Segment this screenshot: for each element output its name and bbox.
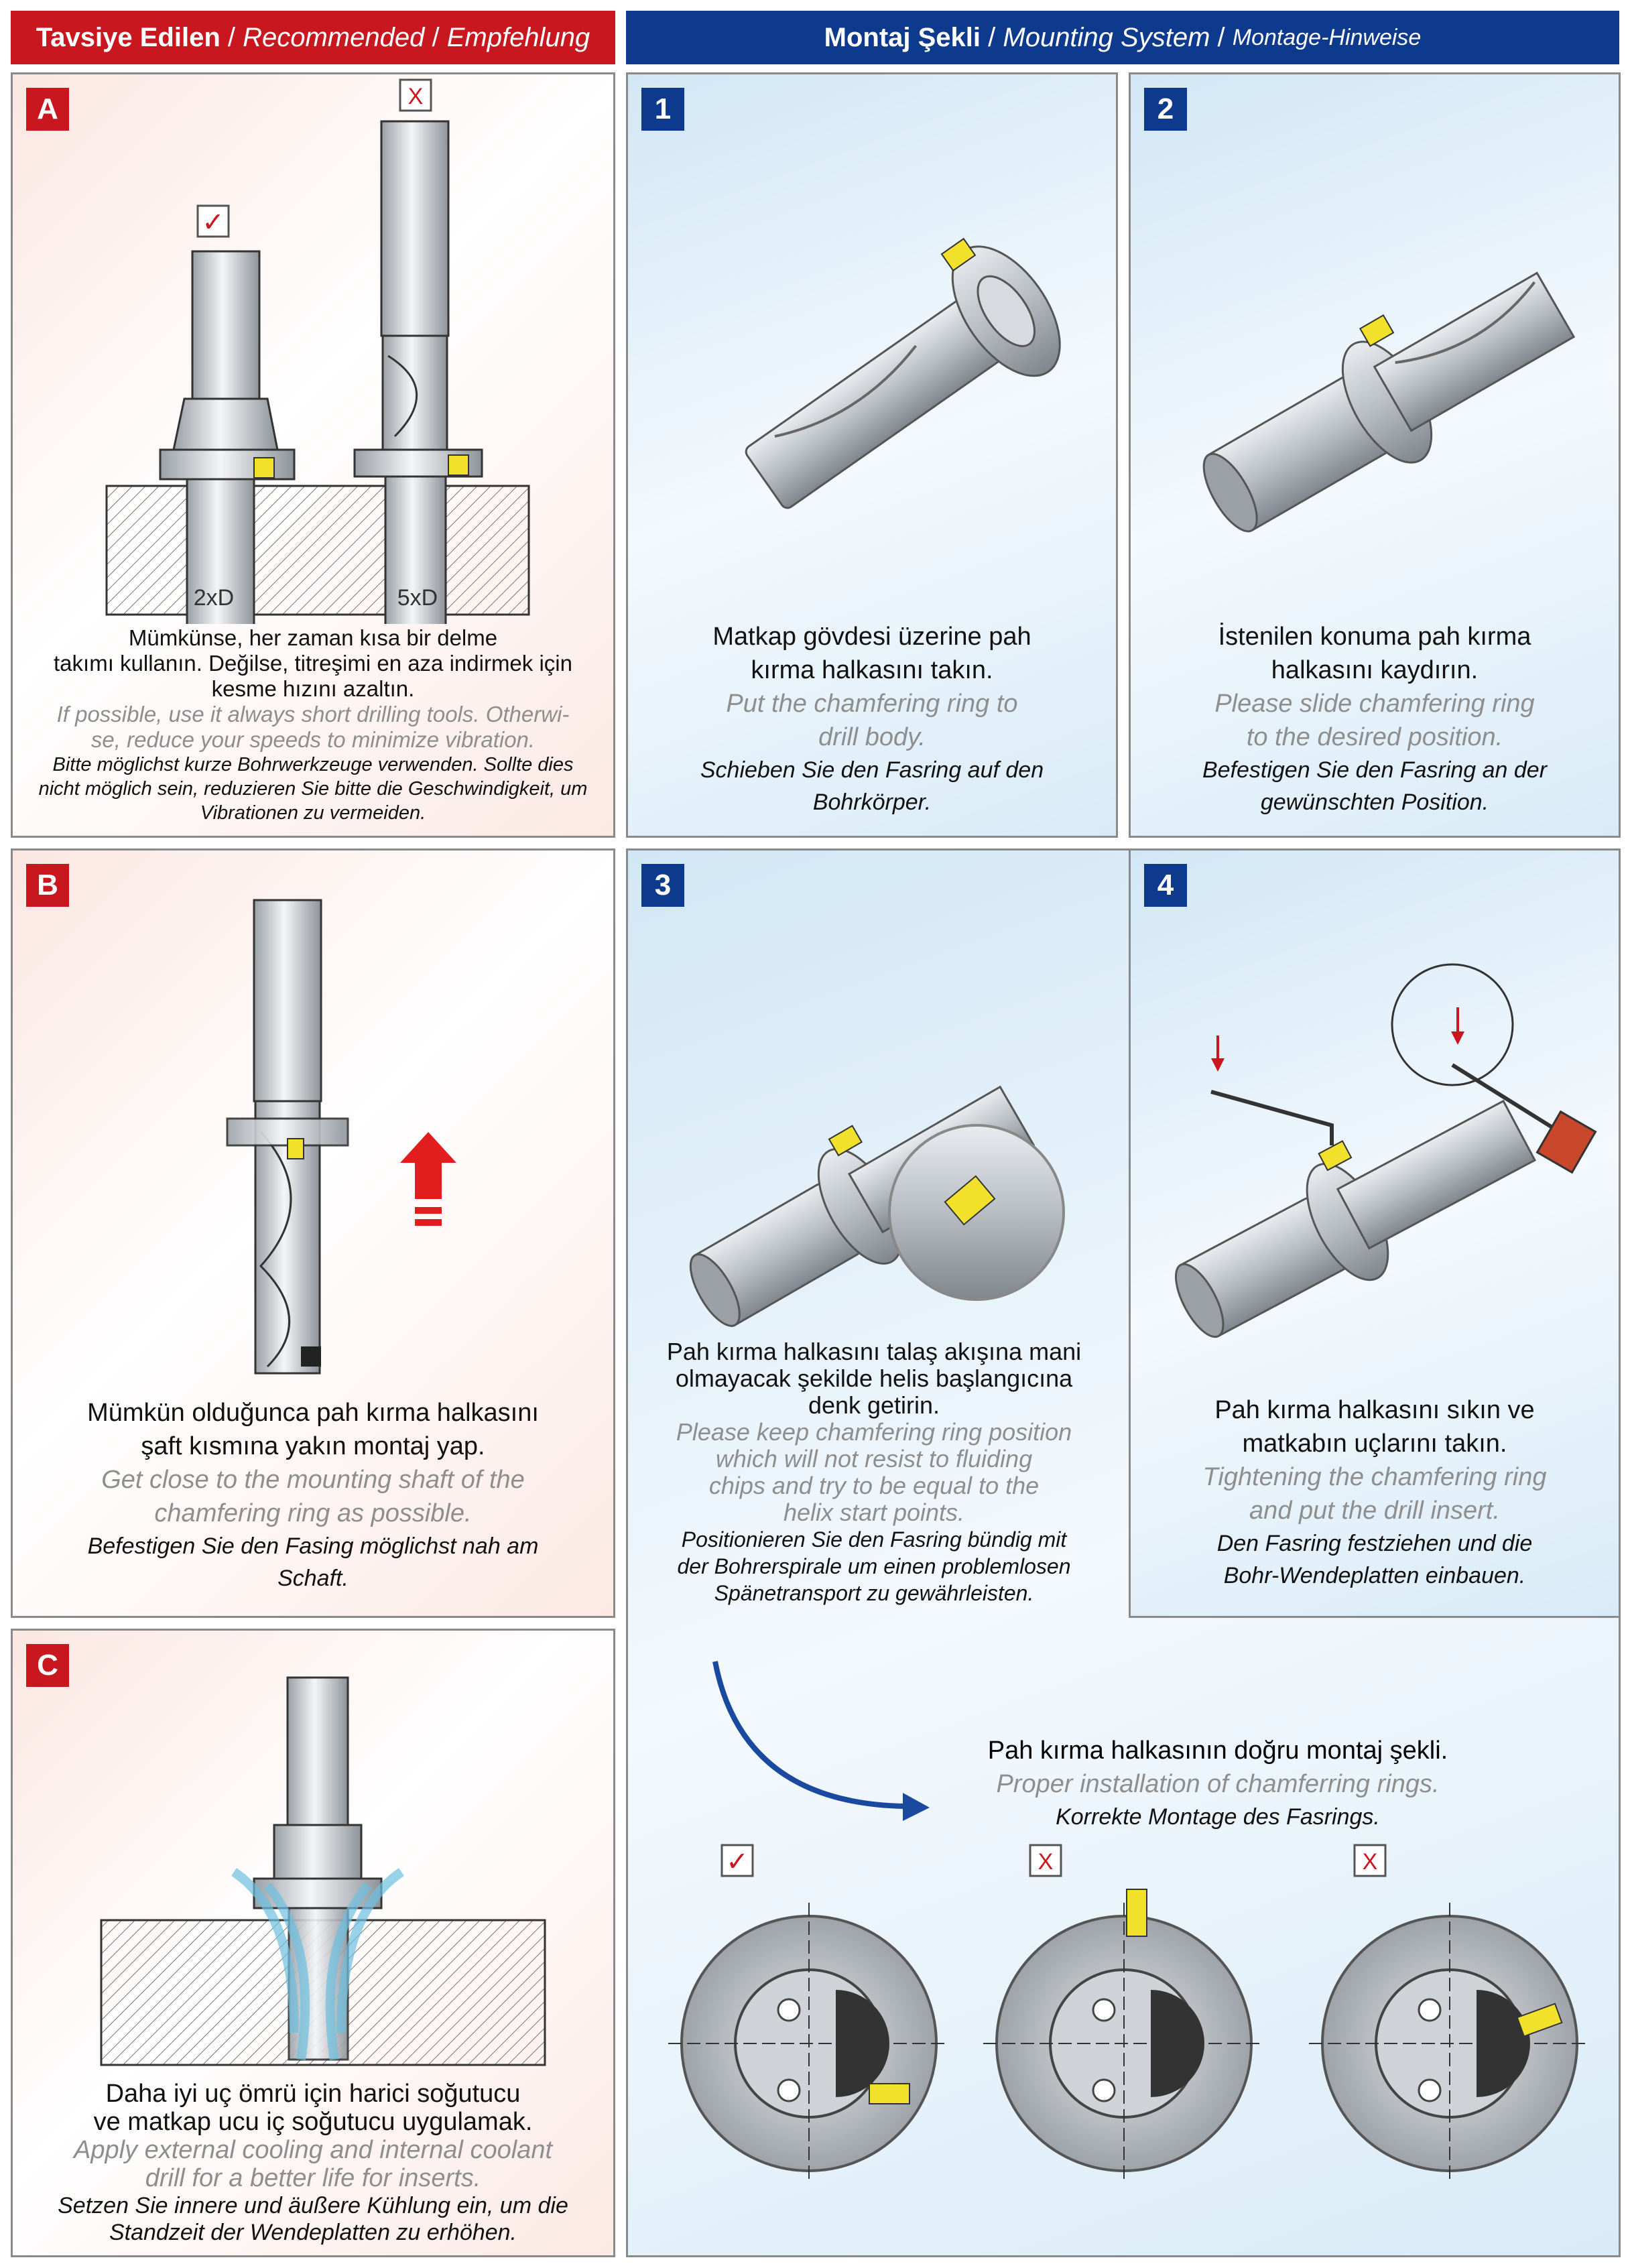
header-recommended-de: Empfehlung: [446, 22, 590, 52]
panel-c-en-2: drill for a better life for inserts.: [145, 2164, 481, 2192]
panel-a-text: [19, 625, 607, 825]
step-2-text: [1137, 620, 1612, 818]
header-sep: /: [220, 22, 243, 52]
step-1-text: [635, 620, 1109, 818]
step-1-en-1: Put the chamfering ring to: [726, 690, 1018, 718]
step-4-en-1: Tightening the chamfering ring: [1202, 1463, 1547, 1491]
workpiece: [107, 486, 529, 615]
step-2-illustration: [1131, 74, 1621, 557]
panel-b-tr-2: şaft kısmına yakın montaj yap.: [141, 1432, 485, 1460]
bottom-de: Korrekte Montage des Fasrings.: [1056, 1804, 1380, 1830]
header-recommended: [11, 11, 615, 64]
panel-c-tr-2: ve matkap ucu iç soğutucu uygulamak.: [93, 2108, 533, 2136]
mark-wrong-2: X: [1362, 1849, 1378, 1875]
panel-b-illustration: [13, 850, 615, 1387]
step-3-en-4: helix start points.: [783, 1499, 965, 1526]
step-4-text: [1137, 1393, 1612, 1592]
header-mounting: [626, 11, 1619, 64]
step-2-en-2: to the desired position.: [1246, 723, 1503, 751]
step-4-de-2: Bohr-Wendeplatten einbauen.: [1223, 1563, 1526, 1588]
panel-b-tr-1: Mümkün olduğunca pah kırma halkasını: [87, 1399, 539, 1427]
panel-a-de-3: Vibrationen zu vermeiden.: [200, 802, 426, 824]
step-4-tr-1: Pah kırma halkasını sıkın ve: [1214, 1396, 1535, 1424]
step-1-de-1: Schieben Sie den Fasring auf den: [700, 757, 1044, 783]
step-3-tr-1: Pah kırma halkasını talaş akışına mani: [666, 1338, 1082, 1365]
label-2xd: 2xD: [193, 585, 235, 611]
panel-a: [11, 72, 615, 838]
panel-step-4: [1129, 848, 1621, 1618]
step-3-badge: 3: [641, 864, 684, 907]
panel-b-badge: B: [26, 864, 69, 907]
step-4-de-1: Den Fasring festziehen und die: [1216, 1531, 1533, 1556]
step-4-badge: 4: [1144, 864, 1187, 907]
hex-key-left: [1211, 1092, 1332, 1145]
step-3-de-3: Spänetransport zu gewährleisten.: [714, 1581, 1034, 1605]
step-2-tr-1: İstenilen konuma pah kırma: [1218, 623, 1531, 651]
panel-a-de-1: Bitte möglichst kurze Bohrwerkzeuge verwenden. Sollte dies: [52, 754, 574, 775]
bottom-en: Proper installation of chamferring rings.: [996, 1770, 1440, 1798]
cross-mark: X: [408, 84, 424, 109]
bottom-caption: [916, 1734, 1519, 1833]
step-1-badge: 1: [641, 88, 684, 131]
panel-a-de-2: nicht möglich sein, reduzieren Sie bitte die Geschwindigkeit, um: [38, 778, 588, 800]
mark-correct: ✓: [726, 1846, 749, 1877]
step-4-en-2: and put the drill insert.: [1249, 1497, 1500, 1525]
panel-c-en-1: Apply external cooling and internal coolant: [73, 2136, 553, 2164]
check-mark: ✓: [202, 207, 225, 238]
step-2-en-1: Please slide chamfering ring: [1214, 690, 1535, 718]
ring-views: [628, 1842, 1621, 2218]
step-1-illustration: [628, 74, 1118, 557]
arrow-up-icon: [400, 1132, 456, 1226]
header-mounting-en: Mounting System: [1003, 22, 1210, 52]
header-mounting-de: Montage-Hinweise: [1232, 24, 1422, 50]
step-4-illustration: [1131, 850, 1621, 1373]
panel-step-2: [1129, 72, 1621, 838]
arrow-down-icon: [1211, 1007, 1464, 1072]
panel-a-en-1: If possible, use it always short drilling tools. Otherwi-: [56, 702, 570, 727]
body-2: [1375, 273, 1574, 430]
panel-c: [11, 1629, 615, 2257]
header-recommended-en: Recommended: [243, 22, 425, 52]
step-3-tr-3: denk getirin.: [808, 1391, 940, 1419]
step-3-de-2: der Bohrerspirale um einen problemlosen: [677, 1554, 1071, 1578]
panel-b-de-1: Befestigen Sie den Fasing möglichst nah am: [87, 1533, 539, 1559]
panel-b-de-2: Schaft.: [277, 1566, 349, 1591]
panel-a-tr-1: Mümkünse, her zaman kısa bir delme: [128, 625, 498, 650]
step-2-de-2: gewünschten Position.: [1260, 790, 1489, 815]
step-2-tr-2: halkasını kaydırın.: [1271, 656, 1479, 684]
panel-b-text: [19, 1396, 607, 1594]
panel-a-tr-2: takımı kullanın. Değilse, titreşimi en aza indirmek için: [54, 651, 572, 676]
panel-c-badge: C: [26, 1644, 69, 1687]
panel-b-en-1: Get close to the mounting shaft of the: [101, 1466, 525, 1494]
panel-a-illustration: [13, 74, 615, 624]
drill-b: [227, 900, 348, 1373]
step-3-illustration: [628, 850, 1120, 1346]
bottom-tr: Pah kırma halkasının doğru montaj şekli.: [987, 1737, 1448, 1765]
step-3-text: [635, 1338, 1113, 1606]
ring-view-wrong-2: [1309, 1845, 1590, 2184]
panel-a-tr-3: kesme hızını azaltın.: [211, 676, 415, 701]
panel-b-en-2: chamfering ring as possible.: [154, 1499, 472, 1527]
step-2-badge: 2: [1144, 88, 1187, 131]
step-1-tr-2: kırma halkasını takın.: [751, 656, 993, 684]
ring-view-wrong-1: [983, 1845, 1265, 2184]
panel-c-illustration: [13, 1631, 615, 2073]
panel-a-badge: A: [26, 88, 69, 131]
step-2-de-1: Befestigen Sie den Fasring an der: [1202, 757, 1548, 783]
mark-wrong-1: X: [1038, 1849, 1054, 1875]
step-3-en-1: Please keep chamfering ring position: [676, 1418, 1072, 1446]
step-1-en-2: drill body.: [818, 723, 926, 751]
header-mounting-tr: Montaj Şekli: [824, 22, 981, 52]
label-5xd: 5xD: [397, 585, 438, 611]
step-4-tr-2: matkabın uçlarını takın.: [1242, 1430, 1507, 1458]
panel-b: [11, 848, 615, 1618]
ring-view-correct: [668, 1845, 950, 2184]
panel-a-en-2: se, reduce your speeds to minimize vibration.: [90, 727, 536, 752]
header-recommended-tr: Tavsiye Edilen: [36, 22, 221, 52]
panel-step-1: [626, 72, 1118, 838]
step-3-en-3: chips and try to be equal to the: [708, 1472, 1040, 1499]
panel-c-de-1: Setzen Sie innere und äußere Kühlung ein, um die: [58, 2193, 568, 2218]
panel-c-de-2: Standzeit der Wendeplatten zu erhöhen.: [109, 2220, 517, 2245]
step-1-de-2: Bohrkörper.: [812, 790, 932, 815]
header-sep: /: [424, 22, 447, 52]
panel-c-tr-1: Daha iyi uç ömrü için harici soğutucu: [105, 2080, 521, 2108]
panel-c-text: [19, 2080, 607, 2246]
header-sep: /: [981, 22, 1003, 52]
step-3-tr-2: olmayacak şekilde helis başlangıcına: [675, 1365, 1073, 1392]
step-3-de-1: Positionieren Sie den Fasring bündig mit: [681, 1527, 1067, 1552]
step-3-en-2: which will not resist to fluiding: [715, 1445, 1033, 1472]
header-sep: /: [1210, 22, 1233, 52]
curved-arrow-icon: [702, 1655, 943, 1829]
step-1-tr-1: Matkap gövdesi üzerine pah: [712, 623, 1031, 651]
